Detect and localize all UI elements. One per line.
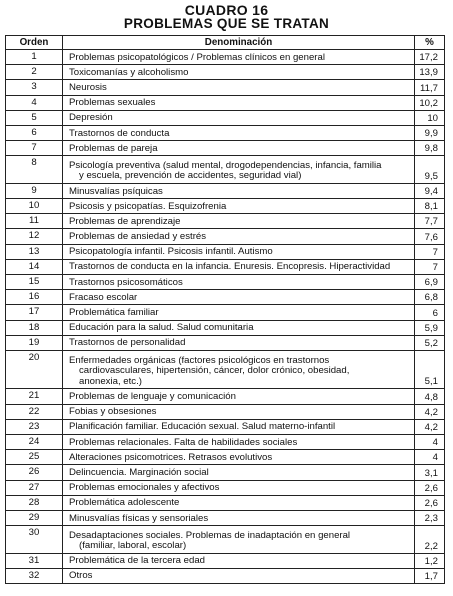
denominacion-line: Psicosis y psicopatías. Esquizofrenia [69,200,227,212]
title-line-2: PROBLEMAS QUE SE TRATAN [123,16,330,31]
cell-denominacion [63,510,415,525]
cell-denominacion [63,465,415,480]
cell-percent: 2,6 [415,495,445,510]
cell-orden: 22 [6,404,63,419]
cell-percent: 1,7 [415,568,445,583]
denominacion-line: Psicología preventiva (salud mental, drogodependencias, infancia, familia [69,159,382,171]
denominacion-line: Trastornos de conducta [69,127,170,139]
denominacion-line: Problemática adolescente [69,497,180,509]
cell-denominacion [63,259,415,274]
cell-orden: 18 [6,320,63,335]
cell-denominacion [63,526,415,554]
cell-denominacion [63,229,415,244]
denominacion-line: y escuela, prevención de accidentes, seguridad vial) [79,170,302,182]
cell-percent: 7 [415,259,445,274]
cell-denominacion [63,141,415,156]
denominacion-line: Enfermedades orgánicas (factores psicológicos en trastornos [69,354,330,366]
cell-percent: 9,5 [415,156,445,184]
cell-orden: 27 [6,480,63,495]
denominacion-line: Depresión [69,112,113,124]
cell-percent: 4,2 [415,419,445,434]
denominacion-line: cardiovasculares, hipertensión, cáncer, dolor crónico, obesidad, [79,365,350,377]
denominacion-line: Trastornos de personalidad [69,337,186,349]
table-row [6,156,445,184]
cell-denominacion [63,419,415,434]
cell-percent: 4 [415,434,445,449]
table-row [6,80,445,95]
problems-table [5,35,445,584]
cell-denominacion [63,553,415,568]
cell-orden: 15 [6,274,63,289]
denominacion-line: Fracaso escolar [69,291,138,303]
denominacion-line: Problemas relacionales. Falta de habilidades sociales [69,436,298,448]
cell-denominacion [63,214,415,229]
cell-percent: 7,7 [415,214,445,229]
cell-percent: 4,8 [415,389,445,404]
table-row [6,419,445,434]
cell-percent: 5,9 [415,320,445,335]
cell-denominacion [63,389,415,404]
denominacion-line: anonexia, etc.) [79,375,142,387]
cell-orden: 32 [6,568,63,583]
cell-orden: 1 [6,50,63,65]
cell-orden: 17 [6,305,63,320]
table-row [6,553,445,568]
cell-orden: 26 [6,465,63,480]
denominacion-line: Neurosis [69,82,107,94]
table-row [6,389,445,404]
cell-percent: 11,7 [415,80,445,95]
cell-orden: 14 [6,259,63,274]
cell-orden: 16 [6,290,63,305]
cell-orden: 13 [6,244,63,259]
denominacion-line: Problemas emocionales y afectivos [69,482,220,494]
cell-denominacion [63,156,415,184]
table-row [6,274,445,289]
cell-percent: 3,1 [415,465,445,480]
denominacion-line: Problemas psicopatológicos / Problemas clínicos en general [69,51,325,63]
cell-denominacion [63,80,415,95]
title-line-1: CUADRO 16 [184,2,269,18]
table-row [6,229,445,244]
cell-orden: 5 [6,110,63,125]
denominacion-line: Problemática de la tercera edad [69,555,205,567]
denominacion-line: Trastornos de conducta en la infancia. Enuresis. Encopresis. Hiperactividad [69,261,391,273]
cell-percent: 7 [415,244,445,259]
cell-orden: 7 [6,141,63,156]
cell-orden: 30 [6,526,63,554]
cell-percent: 6,9 [415,274,445,289]
cell-orden: 21 [6,389,63,404]
denominacion-line: Problemas de pareja [69,142,158,154]
table-row [6,214,445,229]
cell-percent: 2,2 [415,526,445,554]
table-row [6,320,445,335]
denominacion-line: Desadaptaciones sociales. Problemas de inadaptación en general [69,529,351,541]
table-row [6,110,445,125]
cell-percent: 13,9 [415,65,445,80]
table-row [6,95,445,110]
denominacion-line: Minusvalías físicas y sensoriales [69,512,209,524]
cell-orden: 31 [6,553,63,568]
denominacion-line: Minusvalías psíquicas [69,185,163,197]
table-row [6,480,445,495]
cell-denominacion [63,480,415,495]
table-title [0,3,453,31]
cell-denominacion [63,305,415,320]
cell-orden: 28 [6,495,63,510]
cell-denominacion [63,199,415,214]
cell-percent: 10,2 [415,95,445,110]
cell-denominacion [63,65,415,80]
cell-denominacion [63,50,415,65]
cell-percent: 9,8 [415,141,445,156]
table-body [6,50,445,584]
table-row [6,199,445,214]
cell-orden: 29 [6,510,63,525]
cell-orden: 4 [6,95,63,110]
cell-denominacion [63,568,415,583]
table-row [6,290,445,305]
denominacion-line: Problemas sexuales [69,97,156,109]
denominacion-line: Fobias y obsesiones [69,406,157,418]
cell-percent: 5,1 [415,350,445,389]
denominacion-line: (familiar, laboral, escolar) [79,540,187,552]
table-row [6,510,445,525]
cell-orden: 23 [6,419,63,434]
header-denominacion: Denominación [63,36,415,50]
table-row [6,244,445,259]
denominacion-line: Otros [69,570,93,582]
table-header-row [6,36,445,50]
cell-percent: 5,2 [415,335,445,350]
cell-percent: 10 [415,110,445,125]
cell-denominacion [63,290,415,305]
cell-orden: 24 [6,434,63,449]
header-percent: % [415,36,445,50]
cell-denominacion [63,95,415,110]
cell-percent: 4 [415,450,445,465]
cell-percent: 17,2 [415,50,445,65]
table-row [6,50,445,65]
table-row [6,465,445,480]
denominacion-line: Delincuencia. Marginación social [69,467,209,478]
denominacion-line: Psicopatología infantil. Psicosis infantil. Autismo [69,246,273,258]
table-row [6,305,445,320]
denominacion-line: Toxicomanías y alcoholismo [69,66,189,78]
cell-orden: 6 [6,125,63,140]
header-orden: Orden [6,36,63,50]
cell-denominacion [63,434,415,449]
cell-percent: 9,9 [415,125,445,140]
cell-denominacion [63,125,415,140]
cell-denominacion [63,320,415,335]
denominacion-line: Trastornos psicosomáticos [69,276,183,288]
cell-percent: 4,2 [415,404,445,419]
cell-percent: 2,3 [415,510,445,525]
table-row [6,335,445,350]
table-row [6,434,445,449]
table-row [6,125,445,140]
cell-orden: 20 [6,350,63,389]
table-row [6,65,445,80]
cell-orden: 25 [6,450,63,465]
cell-orden: 11 [6,214,63,229]
table-row [6,450,445,465]
table-row [6,404,445,419]
table-row [6,259,445,274]
cell-denominacion [63,404,415,419]
cell-orden: 19 [6,335,63,350]
cell-percent: 6 [415,305,445,320]
cell-denominacion [63,350,415,389]
cell-orden: 10 [6,199,63,214]
denominacion-line: Planificación familiar. Educación sexual. Salud materno-infantil [69,421,336,433]
table-row [6,568,445,583]
cell-percent: 9,4 [415,183,445,198]
cell-denominacion [63,183,415,198]
table-row [6,183,445,198]
cell-percent: 1,2 [415,553,445,568]
cell-orden: 3 [6,80,63,95]
denominacion-line: Problemas de lenguaje y comunicación [69,391,236,403]
table-row [6,141,445,156]
cell-orden: 2 [6,65,63,80]
cell-percent: 6,8 [415,290,445,305]
table-row [6,350,445,389]
cell-denominacion [63,335,415,350]
denominacion-line: Problemática familiar [69,307,159,318]
cell-denominacion [63,110,415,125]
table-row [6,495,445,510]
denominacion-line: Problemas de ansiedad y estrés [69,231,207,243]
cell-orden: 12 [6,229,63,244]
cell-percent: 7,6 [415,229,445,244]
denominacion-line: Alteraciones psicomotrices. Retrasos evolutivos [69,451,273,463]
denominacion-line: Educación para la salud. Salud comunitaria [69,322,254,334]
cell-denominacion [63,244,415,259]
table-row [6,526,445,554]
cell-denominacion [63,274,415,289]
cell-orden: 9 [6,183,63,198]
cell-percent: 2,6 [415,480,445,495]
denominacion-line: Problemas de aprendizaje [69,215,181,227]
cell-denominacion [63,450,415,465]
cell-orden: 8 [6,156,63,184]
cell-denominacion [63,495,415,510]
cell-percent: 8,1 [415,199,445,214]
